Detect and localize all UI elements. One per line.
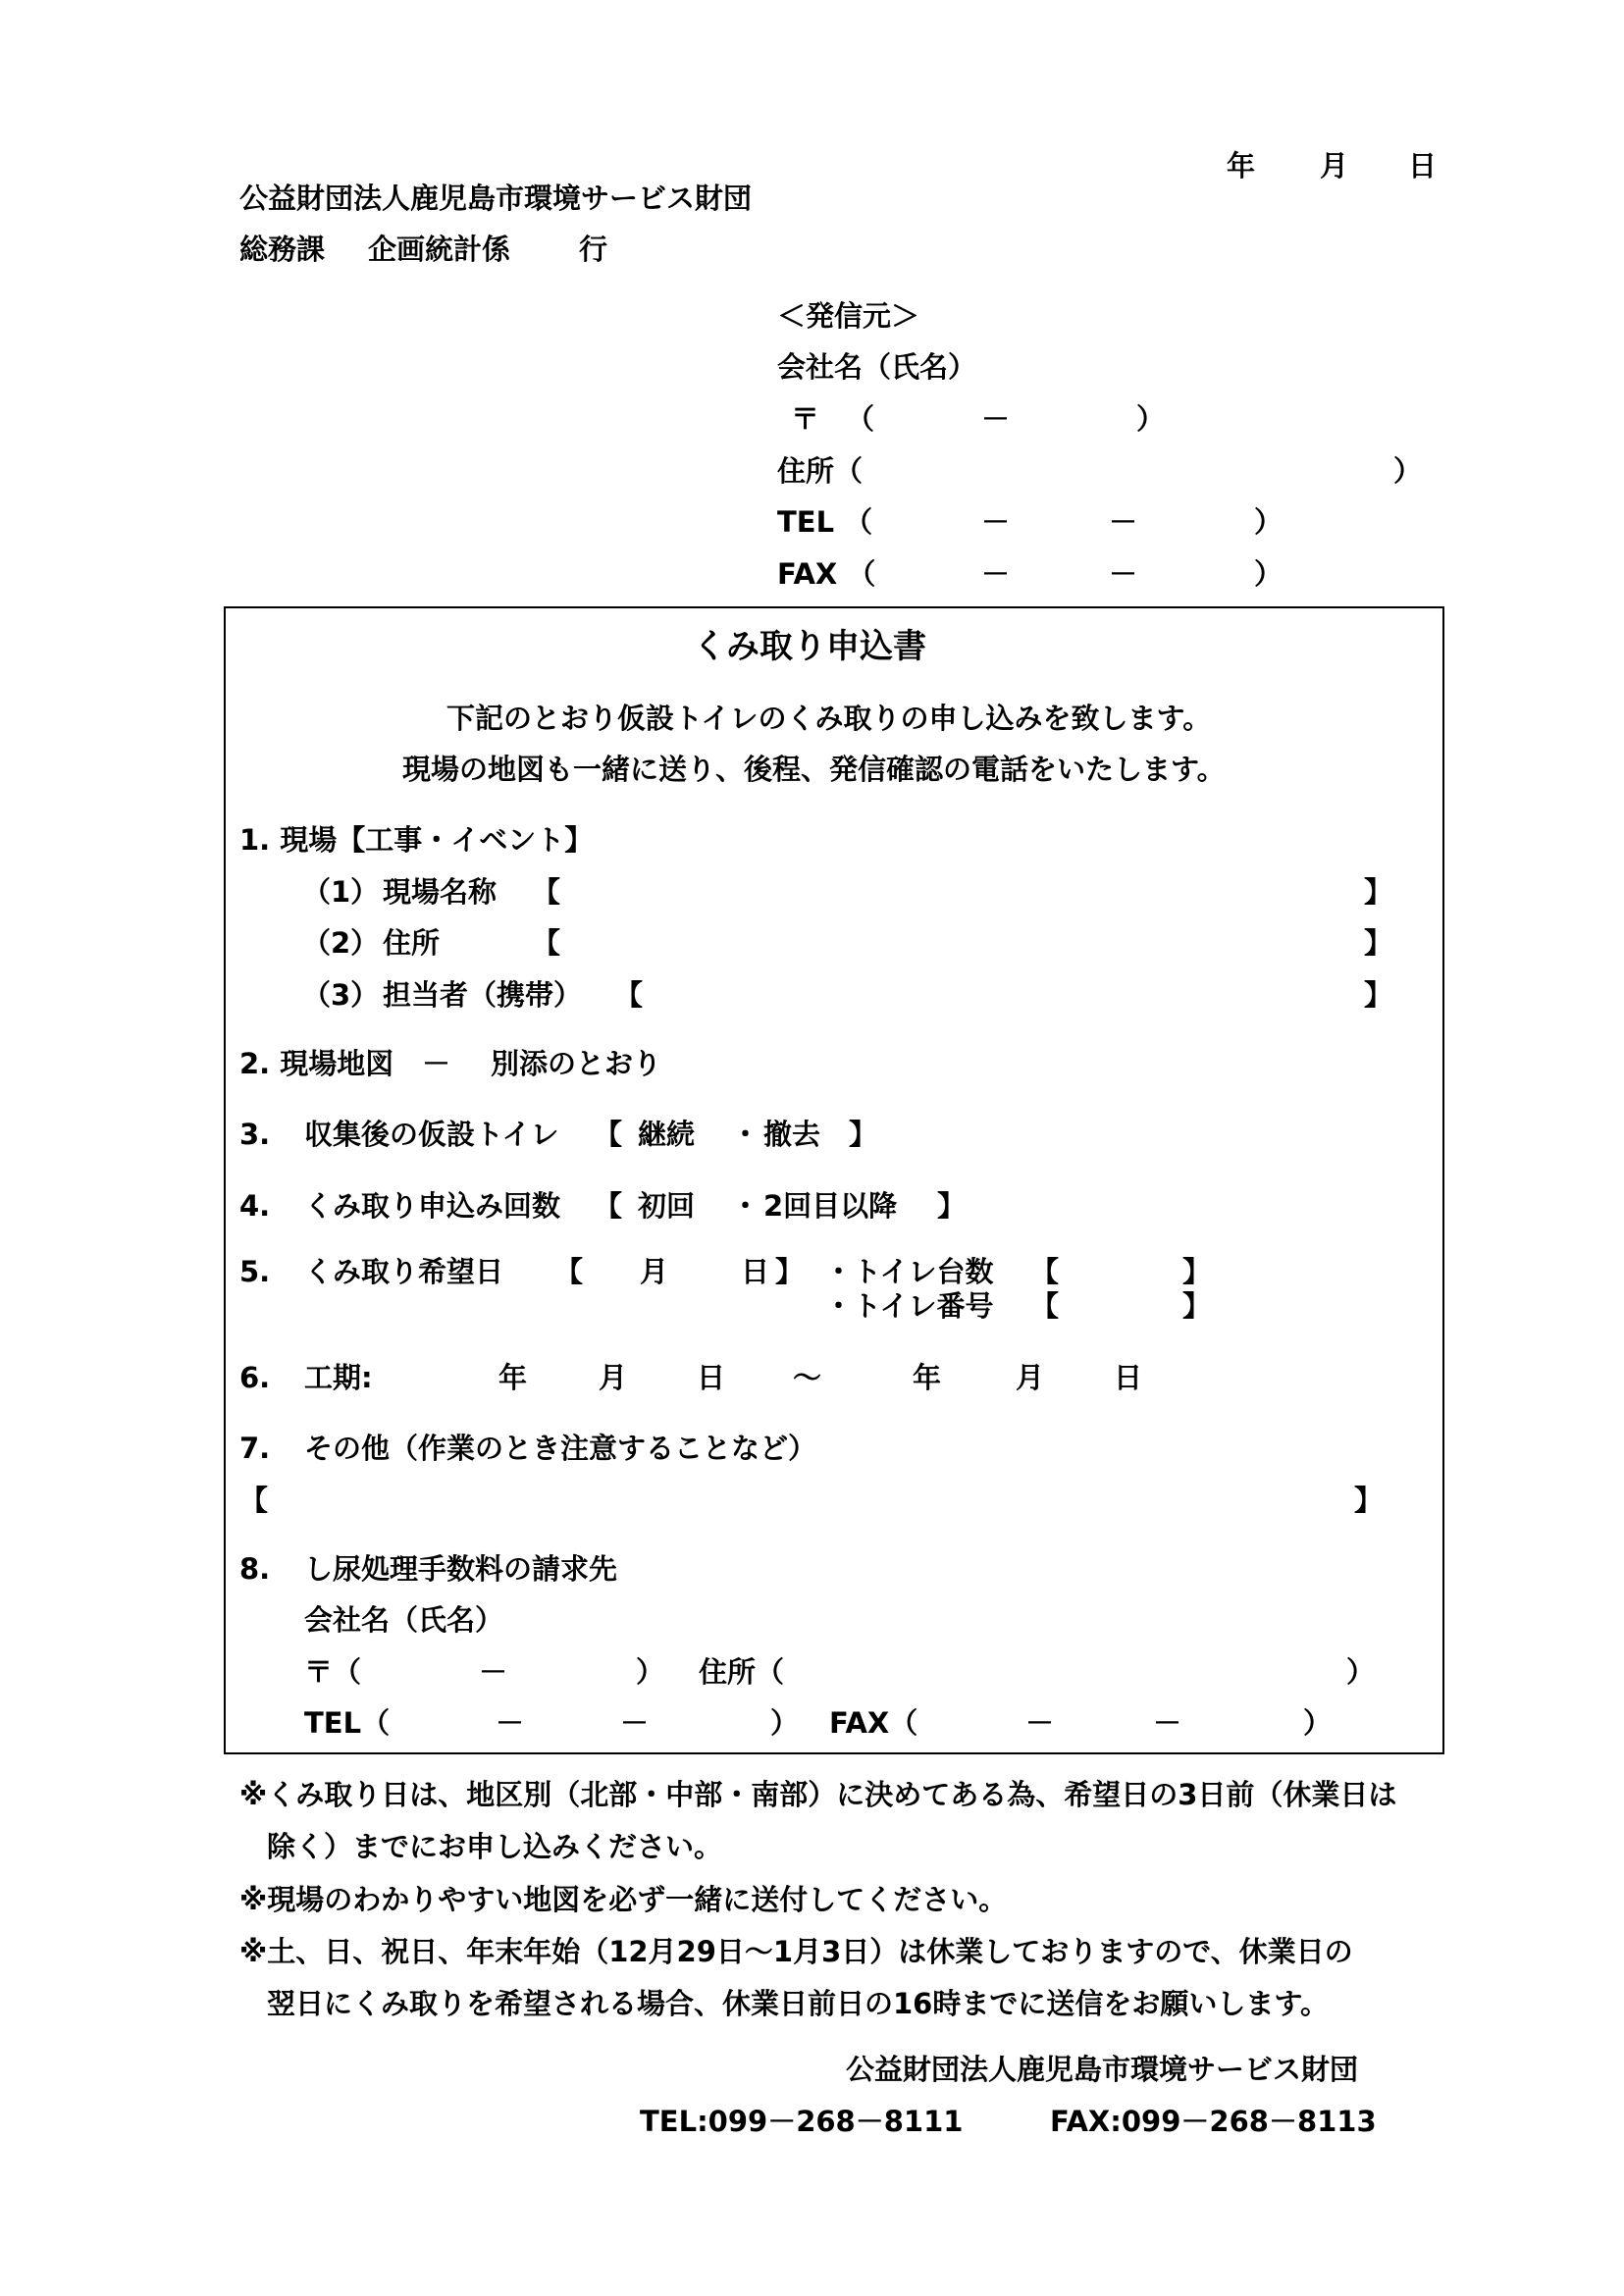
section-3-sep: ・ [731, 1118, 760, 1151]
billing-zip-dash: － [479, 1655, 508, 1689]
billing-fax-dash1: － [1025, 1706, 1055, 1740]
note-2: ※現場のわかりやすい地図を必ず一緒に送付してください。 [239, 1883, 1008, 1916]
section-4-num: 4. [239, 1189, 271, 1223]
section-4-sep: ・ [731, 1189, 760, 1223]
billing-zip-close: ） [636, 1655, 665, 1689]
period-start-day: 日 [697, 1361, 726, 1394]
billing-tel-close: ） [770, 1706, 800, 1740]
sender-zip-label: 〒 [791, 402, 820, 436]
recipient-org: 公益財団法人鹿児島市環境サービス財団 [239, 182, 753, 215]
section-7-open: 【 [239, 1484, 269, 1517]
sender-zip-close: ） [1136, 402, 1166, 436]
period-end-day: 日 [1114, 1361, 1143, 1394]
section-8-label: し尿処理手数料の請求先 [304, 1552, 618, 1586]
section-4-label: くみ取り申込み回数 [304, 1189, 561, 1223]
section-3-opt1: 継続 [638, 1118, 696, 1151]
toilet-count-label: ・トイレ台数 [824, 1255, 994, 1288]
s1-item3-open: 【 [614, 978, 644, 1012]
period-tilde: ～ [793, 1361, 822, 1394]
sender-zip-dash: － [981, 402, 1011, 436]
sender-tel-dash2: － [1109, 505, 1138, 539]
sender-address-label: 住所（ [777, 454, 864, 488]
s1-item2-close: 】 [1364, 926, 1393, 960]
footer-fax: FAX:099－268－8113 [1050, 2105, 1377, 2138]
s1-item1-close: 】 [1364, 875, 1393, 909]
section-4-opt1: 初回 [638, 1189, 696, 1223]
section-4-close: 】 [937, 1189, 967, 1223]
s1-item1-num: （1） [302, 875, 380, 909]
s1-item3-num: （3） [302, 978, 380, 1012]
section-5-close: 】 [775, 1255, 805, 1288]
billing-tel-label: TEL（ [304, 1706, 391, 1740]
sender-tel-close: ） [1254, 505, 1283, 539]
sender-title: ＜発信元＞ [777, 299, 920, 333]
sender-zip-open: （ [846, 402, 875, 436]
billing-zip-label: 〒（ [304, 1655, 362, 1689]
billing-tel-dash2: － [620, 1706, 650, 1740]
section-1-label: 1. 現場【工事・イベント】 [239, 823, 594, 857]
billing-address-close: ） [1346, 1655, 1376, 1689]
s1-item2-open: 【 [532, 926, 561, 960]
section-2-dash: － [422, 1047, 451, 1080]
note-1: ※くみ取り日は、地区別（北部・中部・南部）に決めてある為、希望日の3日前（休業日は [239, 1778, 1397, 1811]
section-5-open: 【 [554, 1255, 584, 1288]
section-6-num: 6. [239, 1361, 271, 1394]
section-2-label: 2. 現場地図 [239, 1047, 394, 1080]
form-intro-1: 下記のとおり仮設トイレのくみ取りの申し込みを致します。 [446, 702, 1212, 735]
recipient-section: 企画統計係 [368, 233, 511, 266]
billing-fax-dash2: － [1153, 1706, 1182, 1740]
toilet-count-open: 【 [1030, 1255, 1060, 1288]
footer-tel: TEL:099－268－8111 [640, 2105, 964, 2138]
period-end-month: 月 [1016, 1361, 1045, 1394]
note-3: ※土、日、祝日、年末年始（12月29日～1月3日）は休業しておりますので、休業日の [239, 1935, 1353, 1968]
date-day: 日 [1408, 149, 1438, 183]
toilet-number-close: 】 [1182, 1289, 1212, 1323]
section-5-num: 5. [239, 1255, 271, 1288]
sender-fax-label: FAX （ [777, 557, 876, 591]
recipient-suffix: 行 [579, 233, 608, 266]
sender-fax-close: ） [1254, 557, 1283, 591]
toilet-count-close: 】 [1182, 1255, 1212, 1288]
section-4-opt2: 2回目以降 [763, 1189, 898, 1223]
sender-fax-dash1: － [981, 557, 1011, 591]
date-month: 月 [1320, 149, 1349, 183]
form-title: くみ取り申込書 [693, 627, 926, 666]
section-7-num: 7. [239, 1432, 271, 1465]
sender-tel-dash1: － [981, 505, 1011, 539]
section-3-label: 収集後の仮設トイレ [304, 1118, 559, 1151]
billing-tel-dash1: － [496, 1706, 525, 1740]
s1-item3-close: 】 [1364, 978, 1393, 1012]
footer-org: 公益財団法人鹿児島市環境サービス財団 [846, 2053, 1359, 2086]
section-7-close: 】 [1354, 1484, 1384, 1517]
section-5-month: 月 [640, 1255, 669, 1288]
billing-company-label: 会社名（氏名） [304, 1603, 504, 1637]
section-6-label: 工期: [304, 1361, 373, 1394]
recipient-dept: 総務課 [239, 233, 326, 266]
period-start-month: 月 [599, 1361, 628, 1394]
billing-address-label: 住所（ [699, 1655, 785, 1689]
billing-fax-close: ） [1303, 1706, 1333, 1740]
s1-item1-open: 【 [532, 875, 561, 909]
sender-company-label: 会社名（氏名） [777, 350, 977, 384]
section-3-opt2: 撤去 [763, 1118, 821, 1151]
s1-item3-label: 担当者（携帯） [383, 978, 583, 1012]
s1-item2-num: （2） [302, 926, 380, 960]
s1-item2-label: 住所 [383, 926, 441, 960]
sender-address-close: ） [1393, 454, 1423, 488]
section-3-close: 】 [849, 1118, 878, 1151]
section-4-open: 【 [594, 1189, 623, 1223]
toilet-number-open: 【 [1030, 1289, 1060, 1323]
section-5-label: くみ取り希望日 [304, 1255, 504, 1288]
billing-fax-label: FAX（ [829, 1706, 918, 1740]
section-3-open: 【 [594, 1118, 623, 1151]
section-3-num: 3. [239, 1118, 271, 1151]
toilet-number-label: ・トイレ番号 [824, 1289, 994, 1323]
section-2-text: 別添のとおり [491, 1047, 662, 1080]
section-5-day: 日 [741, 1255, 770, 1288]
note-3-cont: 翌日にくみ取りを希望される場合、休業日前日の16時までに送信をお願いします。 [267, 1987, 1330, 2020]
period-end-year: 年 [913, 1361, 942, 1394]
section-7-label: その他（作業のとき注意することなど） [304, 1432, 817, 1465]
sender-tel-label: TEL （ [777, 505, 873, 539]
s1-item1-label: 現場名称 [383, 875, 498, 909]
section-8-num: 8. [239, 1552, 271, 1586]
note-1-cont: 除く）までにお申し込みください。 [267, 1830, 723, 1863]
form-intro-2: 現場の地図も一緒に送り、後程、発信確認の電話をいたします。 [402, 753, 1226, 786]
sender-fax-dash2: － [1109, 557, 1138, 591]
period-start-year: 年 [498, 1361, 528, 1394]
date-year: 年 [1227, 149, 1256, 183]
